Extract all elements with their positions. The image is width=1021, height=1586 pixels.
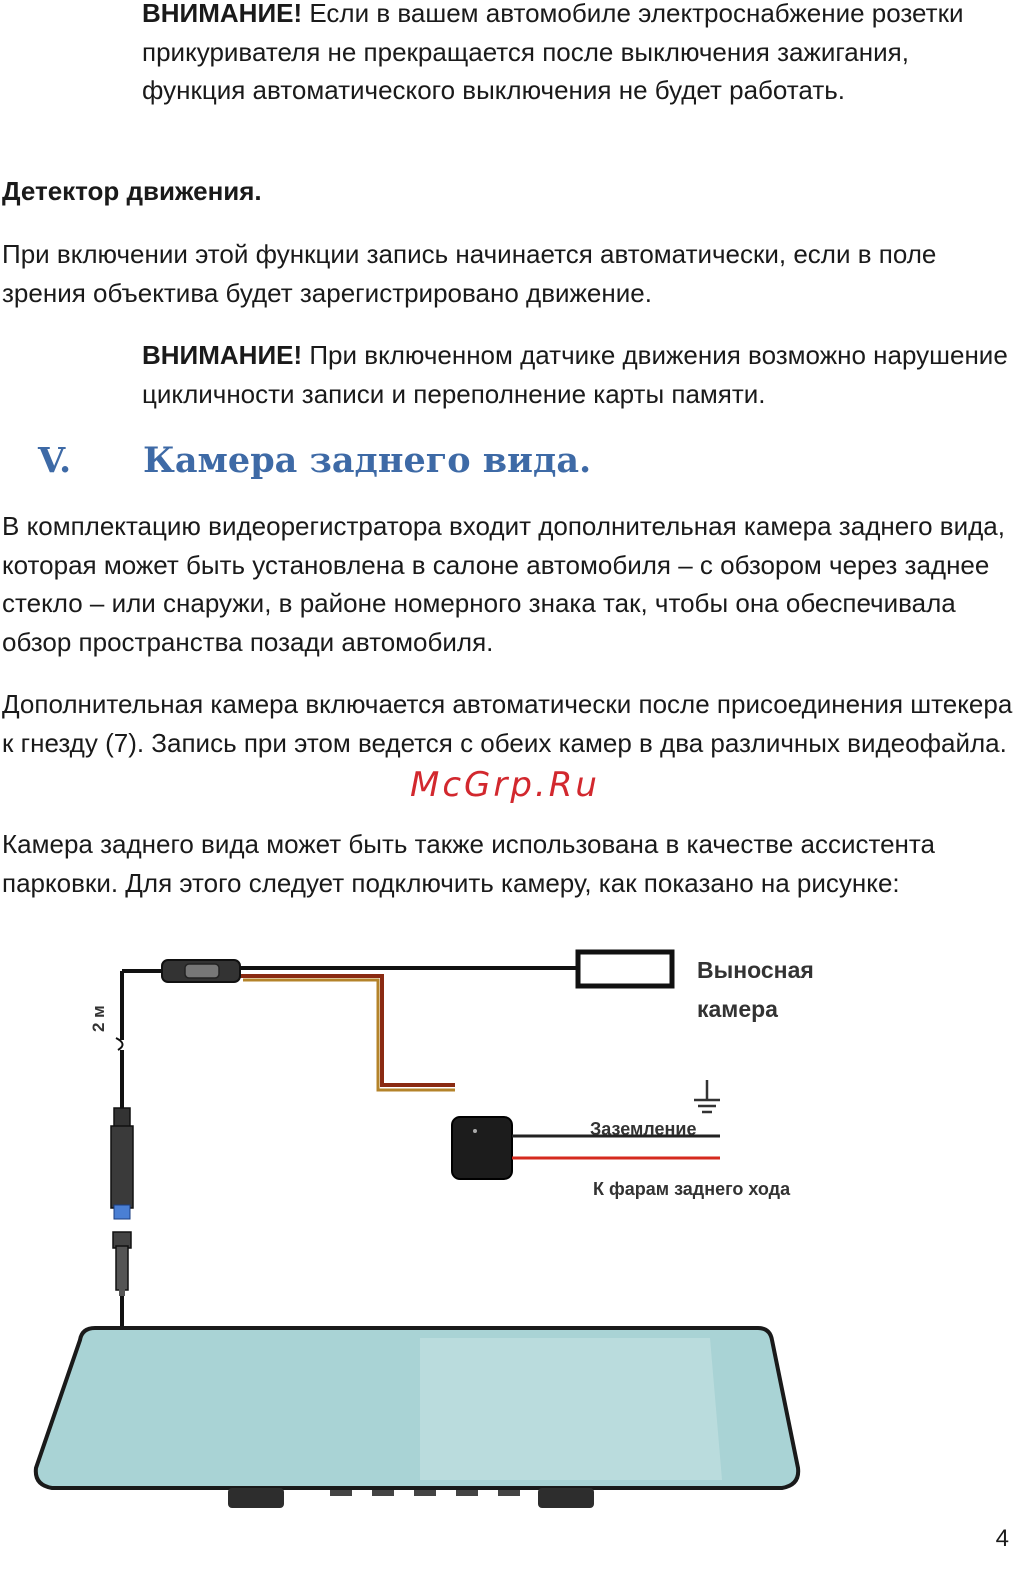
reverse-light-label: К фарам заднего хода bbox=[593, 1179, 791, 1199]
warning-note-2 bbox=[142, 336, 1012, 413]
section-number: V. bbox=[38, 440, 72, 481]
cable-length-label: 2 м bbox=[89, 1005, 108, 1032]
warning-label: ВНИМАНИЕ! bbox=[142, 0, 303, 28]
paragraph-1: В комплектацию видеорегистратора входит дополнительная камера заднего вида, которая может быть установлена в салоне автомобиля – с обзором через заднее стекло – или снаружи, в районе номерного знака так, чтобы она обеспечивала обзор пространства позади автомобиля. bbox=[2, 511, 1005, 657]
watermark: McGrp.Ru bbox=[410, 765, 600, 805]
section-title: Камера заднего вида. bbox=[143, 440, 592, 481]
paragraph-3: Камера заднего вида может быть также использована в качестве ассистента парковки. Для этого следует подключить камеру, как показано на рисунке: bbox=[2, 829, 935, 898]
camera-label-line2: камера bbox=[697, 996, 778, 1022]
paragraph-2: Дополнительная камера включается автоматически после присоединения штекера к гнезду (7). Запись при этом ведется с обеих камер в два различных видеофайла. bbox=[2, 689, 1013, 758]
ground-icon bbox=[694, 1080, 720, 1112]
power-wire bbox=[240, 976, 455, 1085]
page-number: 4 bbox=[995, 1525, 1009, 1552]
camera-label-line1: Выносная bbox=[697, 957, 814, 983]
socket-plug bbox=[116, 1246, 128, 1290]
power-wire-shield bbox=[243, 980, 455, 1090]
relay-box bbox=[452, 1117, 512, 1179]
mirror-mount-right bbox=[538, 1488, 594, 1508]
warning-note bbox=[142, 0, 1012, 110]
warning-text: Если в вашем автомобиле электроснабжение розетки прикуривателя не прекращается после выключения зажигания, функция автоматического выключения не будет работать. bbox=[142, 0, 964, 105]
plug-tip bbox=[114, 1205, 130, 1219]
warning-text: При включенном датчике движения возможно нарушение цикличности записи и переполнение карты памяти. bbox=[142, 340, 1008, 409]
mirror-screen bbox=[420, 1338, 722, 1480]
plug-body bbox=[111, 1126, 133, 1208]
motion-detector-text: При включении этой функции запись начинается автоматически, если в поле зрения объектива будет зарегистрировано движение. bbox=[2, 239, 937, 308]
ground-label: Заземление bbox=[590, 1119, 697, 1139]
camera-box bbox=[578, 952, 672, 986]
wiring-diagram bbox=[0, 940, 1021, 1586]
warning-label: ВНИМАНИЕ! bbox=[142, 340, 303, 370]
motion-detector-title: Детектор движения. bbox=[2, 176, 262, 206]
mirror-mount-left bbox=[228, 1488, 284, 1508]
